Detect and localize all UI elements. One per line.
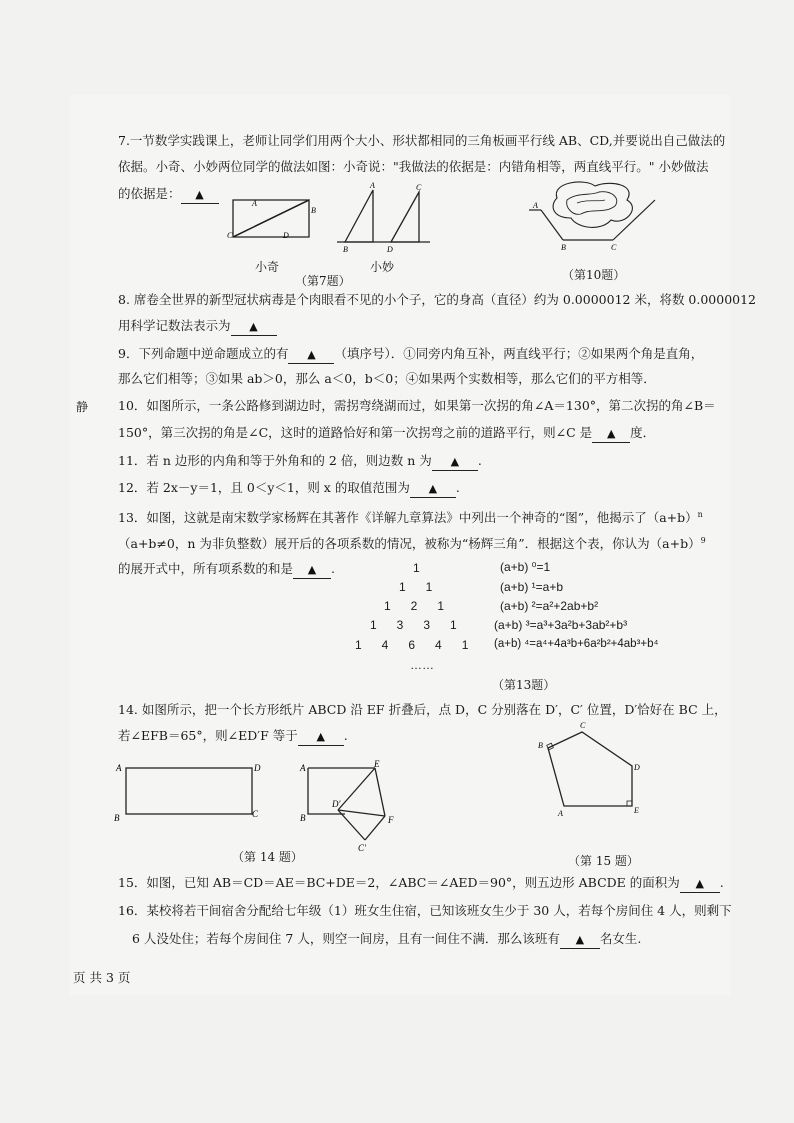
pascal-row-3: 1 3 3 1 — [370, 618, 457, 632]
formula-0: (a+b) ⁰=1 — [500, 560, 551, 574]
q14-caption: （第 14 题） — [232, 850, 303, 864]
pascal-row-2: 1 2 1 — [384, 599, 445, 613]
q16-line2: 6 人没处住；若每个房间住 7 人，则空一间房，且有一间住不满．那么该班有 ▲ 名女生. — [132, 931, 641, 949]
q7-line1: 7.一节数学实践课上，老师让同学们用两个大小、形状都相同的三角板画平行线 AB、CD,并要说出自己做法的 — [118, 133, 726, 148]
svg-text:D: D — [283, 231, 289, 240]
q13-line2: （a+b≠0，n 为非负整数）展开后的各项系数的情况，被称为“杨辉三角”．根据这个表，你认为$(a+b)^9$ — [118, 536, 706, 552]
svg-text:A: A — [252, 199, 257, 208]
svg-text:D′: D′ — [332, 799, 341, 809]
q9-line1: 9．下列命题中逆命题成立的有 ▲ （填序号）．①同旁内角互补，两直线平行；②如果两个角是直角， — [118, 346, 703, 364]
svg-text:A: A — [558, 809, 563, 818]
q16-line1: 16．某校将若干间宿舍分配给七年级（1）班女生住宿，已知该班女生少于 30 人，若每个房间住 4 人，则剩下 — [118, 903, 732, 918]
q7-line3: 的依据是： ▲ — [118, 186, 219, 204]
svg-text:D: D — [387, 245, 393, 254]
svg-text:F: F — [388, 815, 394, 825]
formula-2: (a+b) ²=a²+2ab+b² — [500, 599, 599, 613]
svg-text:A: A — [370, 181, 375, 190]
svg-text:A: A — [116, 763, 122, 773]
svg-text:C′: C′ — [358, 843, 366, 853]
answer-blank-marker: ▲ — [195, 188, 204, 201]
svg-text:B: B — [561, 243, 566, 252]
q7-caption: （第7题） — [295, 274, 351, 288]
q13-line3: 的展开式中，所有项系数的和是 ▲ . — [118, 561, 335, 579]
svg-text:C: C — [227, 231, 233, 240]
q15-caption: （第 15 题） — [568, 854, 639, 868]
pascal-row-1: 1 1 — [399, 580, 433, 594]
svg-text:B: B — [114, 813, 120, 823]
q8-line1: 8. 席卷全世界的新型冠状病毒是个肉眼看不见的小个子，它的身高（直径）约为 0.0000012 米，将数 0.0000012 — [118, 292, 757, 307]
q7-name-xiaoqi: 小奇 — [255, 260, 280, 274]
q15-text: 15．如图，已知 AB＝CD＝AE＝BC+DE＝2，∠ABC＝∠AED＝90°，则五边形 ABCDE 的面积为 ▲ . — [118, 875, 724, 893]
svg-text:C: C — [416, 183, 422, 192]
q13-caption: （第13题） — [492, 678, 556, 692]
margin-char: 静 — [76, 400, 89, 414]
svg-text:E: E — [634, 806, 639, 815]
svg-text:B: B — [311, 206, 316, 215]
svg-text:D: D — [634, 763, 640, 772]
formula-3: (a+b) ³=a³+3a²b+3ab²+b³ — [494, 618, 628, 632]
q7-name-xiaomiao: 小妙 — [370, 260, 395, 274]
pascal-row-5: …… — [410, 658, 434, 672]
svg-text:B: B — [538, 741, 543, 750]
q14-line2: 若∠EFB＝65°，则∠ED′F 等于 ▲ . — [118, 728, 348, 746]
q12-text: 12．若 2x－y＝1，且 0＜y＜1，则 x 的取值范围为 ▲ . — [118, 480, 460, 498]
svg-text:E: E — [374, 759, 380, 769]
svg-text:C: C — [611, 243, 617, 252]
q13-line1: 13．如图，这就是南宋数学家杨辉在其著作《详解九章算法》中列出一个神奇的“图”，他揭示了$(a+b)^n$ — [118, 510, 703, 526]
q10-caption: （第10题） — [562, 268, 626, 282]
svg-text:C: C — [252, 809, 259, 819]
svg-text:A: A — [533, 201, 538, 210]
q8-line2: 用科学记数法表示为 ▲ — [118, 318, 277, 336]
q7-line2: 依据。小奇、小妙两位同学的做法如图：小奇说："我做法的依据是：内错角相等，两直线平行。" 小妙做法 — [118, 159, 709, 174]
q11-text: 11．若 n 边形的内角和等于外角和的 2 倍，则边数 n 为 ▲ . — [118, 453, 482, 471]
svg-text:C: C — [580, 721, 586, 730]
formula-1: (a+b) ¹=a+b — [500, 580, 564, 594]
q10-figure — [525, 178, 675, 258]
q15-figure — [530, 718, 650, 823]
q9-line2: 那么它们相等；③如果 ab＞0，那么 a＜0，b＜0；④如果两个实数相等，那么它们的平方相等． — [118, 371, 656, 386]
pascal-row-4: 1 4 6 4 1 — [355, 638, 469, 652]
q14-line1: 14. 如图所示，把一个长方形纸片 ABCD 沿 EF 折叠后，点 D，C 分别落在 D′，C′ 位置，D′恰好在 BC 上， — [118, 702, 727, 717]
svg-text:D: D — [254, 763, 261, 773]
svg-text:B: B — [300, 813, 306, 823]
svg-text:B: B — [343, 245, 348, 254]
page-footer: 页 共 3 页 — [73, 970, 131, 985]
q14-figure — [110, 755, 410, 855]
pascal-row-0: 1 — [413, 561, 420, 575]
q10-line2: 150°，第三次拐的角是∠C，这时的道路恰好和第一次拐弯之前的道路平行，则∠C 是 ▲ 度． — [118, 425, 655, 443]
svg-text:A: A — [300, 763, 306, 773]
q10-line1: 10．如图所示，一条公路修到湖边时，需拐弯绕湖而过，如果第一次拐的角∠A＝130°，第二次拐的角∠B＝ — [118, 398, 716, 413]
formula-4: (a+b) ⁴=a⁴+4a³b+6a²b²+4ab³+b⁴ — [494, 638, 659, 650]
